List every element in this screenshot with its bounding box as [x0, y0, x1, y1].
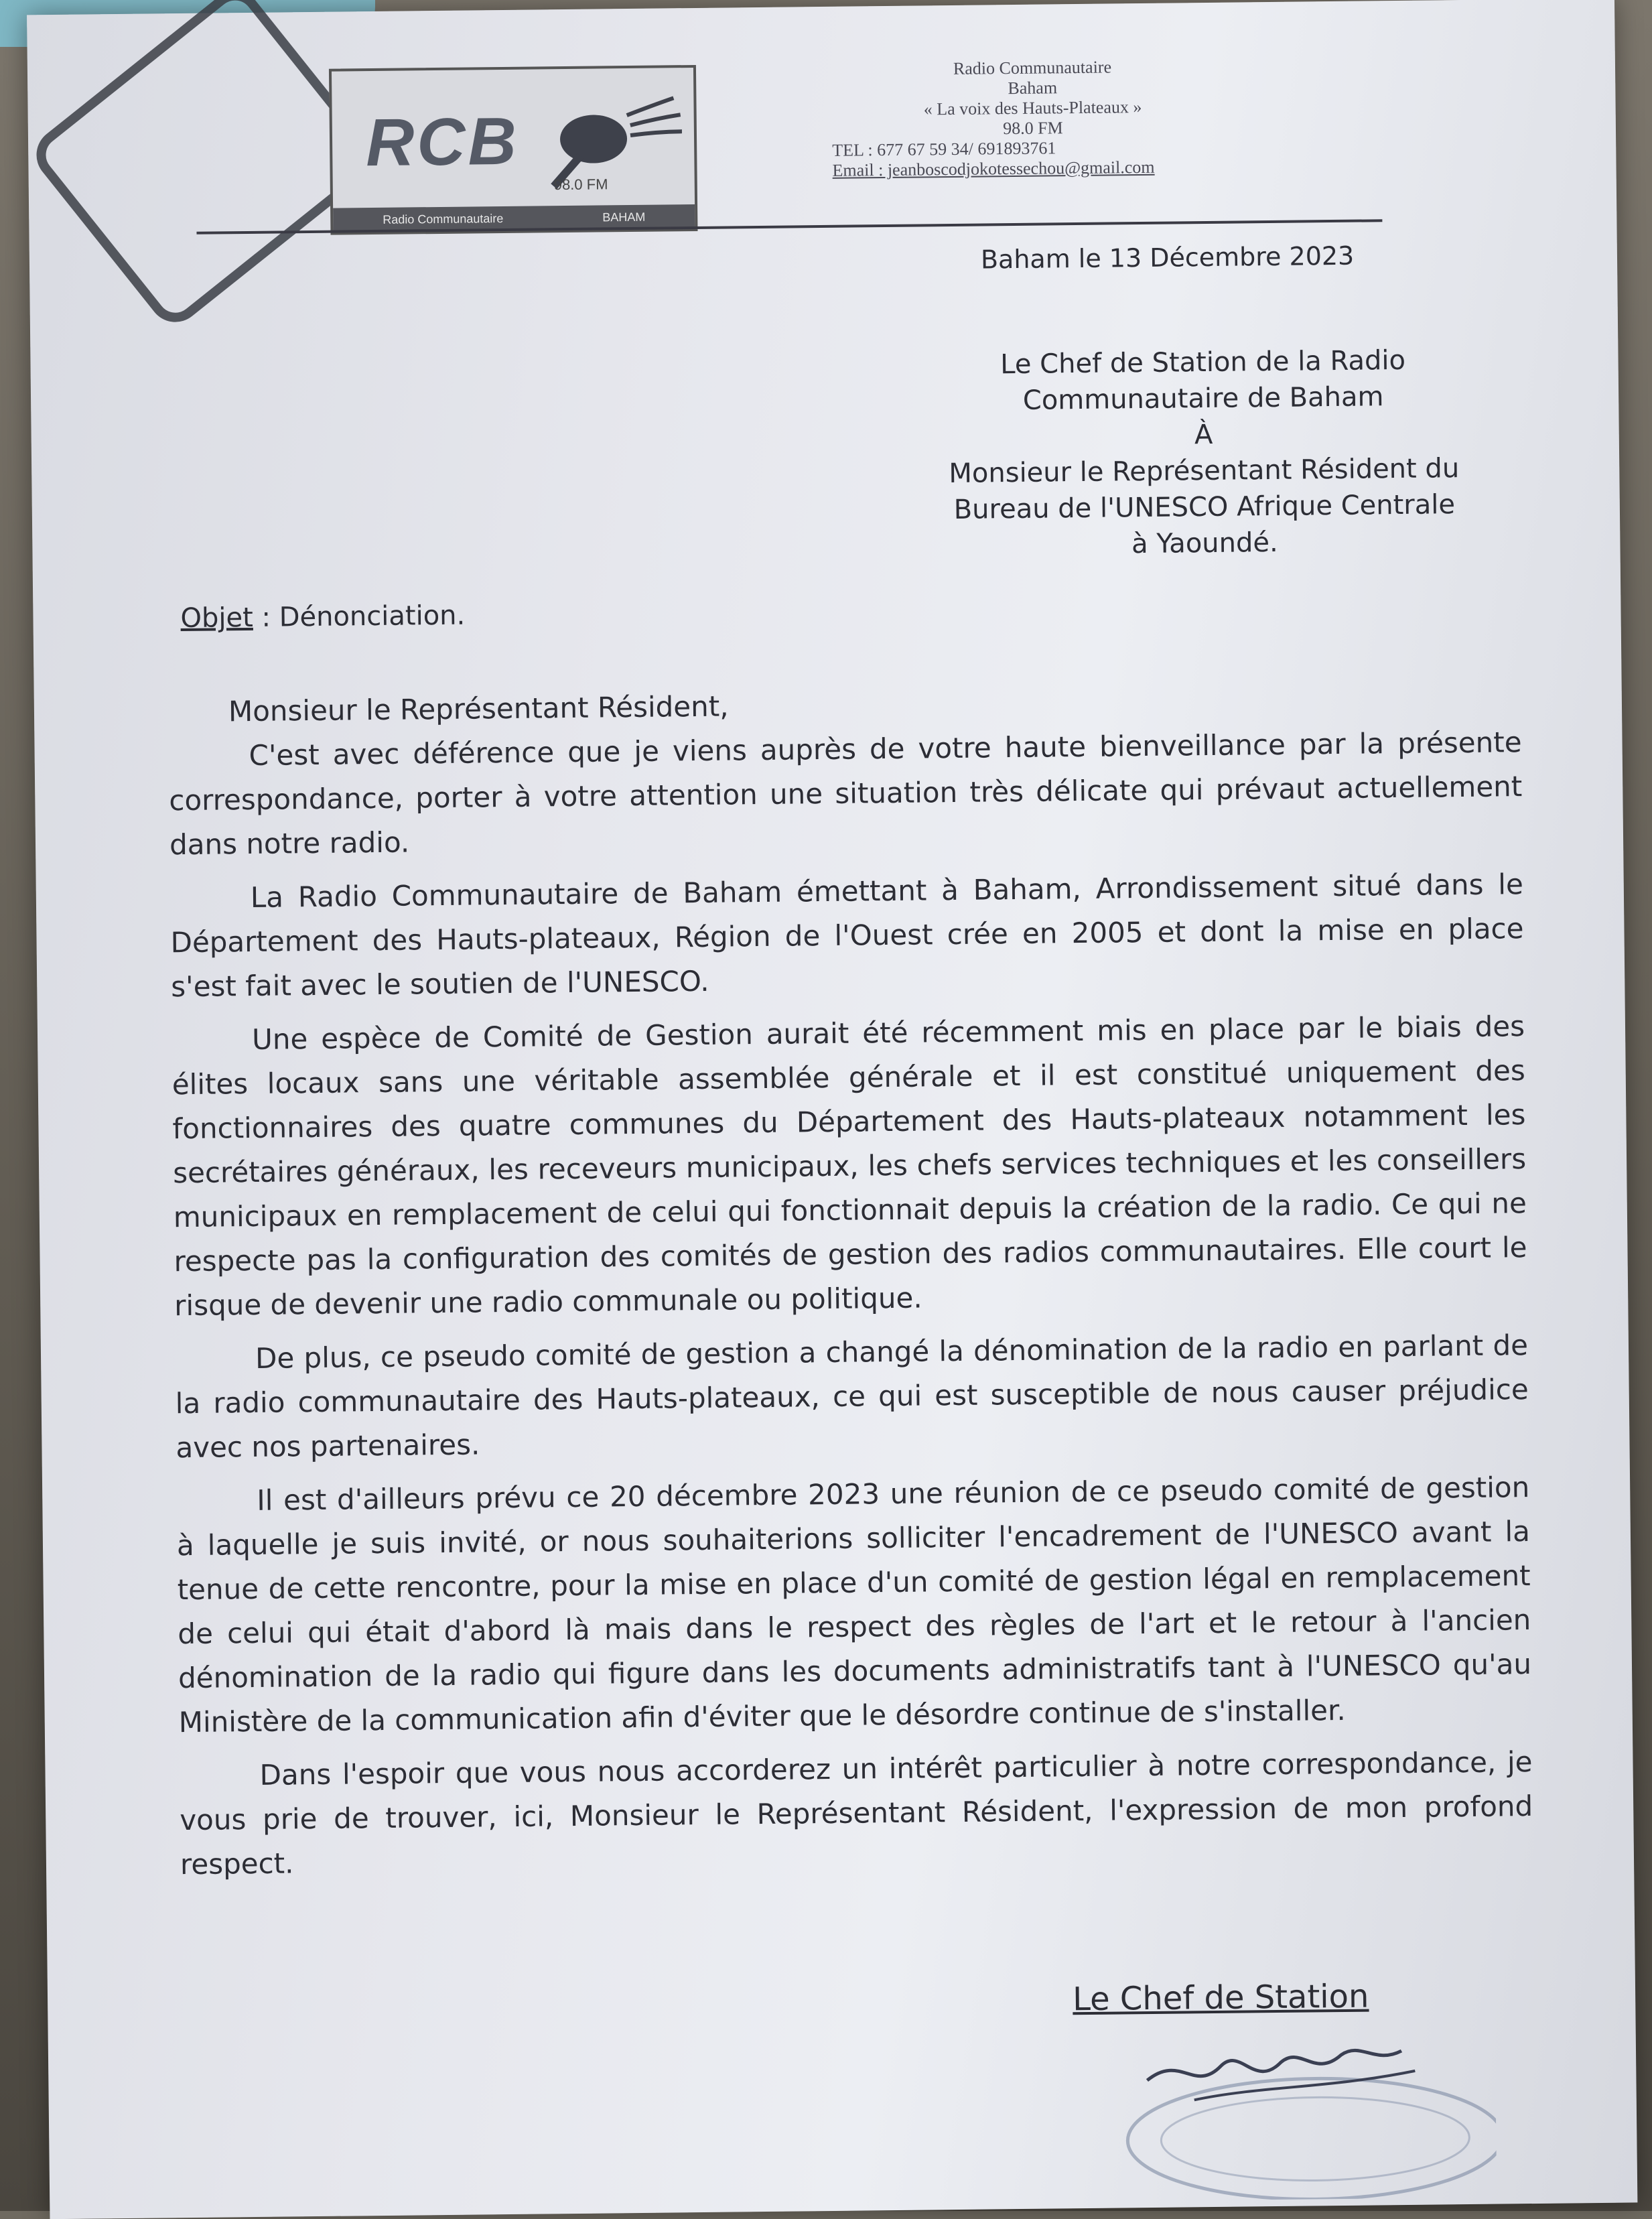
letter-page: [27, 0, 1637, 2219]
logo-text: RCB: [365, 103, 520, 181]
paragraph: Il est d'ailleurs prévu ce 20 décembre 2023 une réunion de ce pseudo comité de gestion à laquelle je suis invité, or nous souhaiterions solliciter l'encadrement de l'UNESCO avant la tenue de cette rencontre, pour la mise en place d'un comité de gestion légal en remplacement de celui qui était d'abord là mais dans le respect des règles de l'art et le retour à l'ancien dénomination de la radio qui figure dans les documents administratifs tant à l'UNESCO qu'au Ministère de la communication afin d'éviter que le désordre continue de s'installer.: [176, 1471, 1532, 1739]
station-slogan: « La voix des Hauts-Plateaux »: [923, 96, 1142, 119]
station-email: Email : jeanboscodjokotessechou@gmail.com: [832, 157, 1155, 180]
paragraph: C'est avec déférence que je viens auprès de votre haute bienveillance par la présente correspondance, porter à votre attention une situation très délicate qui prévaut actuellement dans notre radio.: [169, 726, 1523, 862]
logo-banner-left: Radio Communautaire: [383, 211, 504, 226]
microphone-icon: [512, 88, 688, 190]
salutation: Monsieur le Représentant Résident,: [228, 689, 729, 728]
recipient-line-2: Bureau de l'UNESCO Afrique Centrale: [953, 489, 1456, 525]
sender-line-2: Communautaire de Baham: [1022, 381, 1384, 416]
letter-text: [168, 676, 1534, 1896]
subject-label: Objet: [180, 602, 254, 634]
to-marker: À: [1194, 419, 1213, 451]
station-frequency: 98.0 FM: [1002, 118, 1063, 139]
signature-title: Le Chef de Station: [1072, 1977, 1369, 2019]
logo-frequency: 98.0 FM: [553, 176, 608, 194]
letter-date: Baham le 13 Décembre 2023: [980, 241, 1355, 275]
station-header: [838, 56, 1227, 141]
station-logo: [329, 65, 698, 235]
signature-stamp-icon: [1093, 2023, 1497, 2202]
subject-line: [180, 600, 465, 634]
recipient-line-1: Monsieur le Représentant Résident du: [949, 453, 1460, 490]
paragraph: De plus, ce pseudo comité de gestion a changé la dénomination de la radio en parlant de la radio communautaire des Hauts-plateaux, ce qui est susceptible de nous causer préjudice avec nos partenaires.: [175, 1329, 1529, 1465]
paragraph: Une espèce de Comité de Gestion aurait été récemment mis en place par le biais des élites locaux sans une véritable assemblée générale et il est constitué uniquement des fonctionnaires des quatre communes du Département des Hauts-plateaux notamment les secrétaires généraux, les receveurs municipaux, les chefs services techniques et les conseillers municipaux en remplacement de celui qui fonctionnait depuis la création de la radio. Ce qui ne respecte pas la configuration des comités de gestion des radios communautaires. Elle court le risque de devenir une radio communale ou politique.: [171, 1010, 1527, 1323]
address-block: [901, 341, 1506, 564]
station-name: Radio Communautaire: [953, 57, 1112, 78]
station-phone: TEL : 677 67 59 34/ 691893761: [832, 138, 1056, 160]
subject-value: : Dénonciation.: [253, 600, 466, 633]
sender-line-1: Le Chef de Station de la Radio: [1000, 344, 1406, 381]
station-contact: [832, 135, 1342, 181]
paragraph: Dans l'espoir que vous nous accorderez un intérêt particulier à notre correspondance, je vous prie de trouver, ici, Monsieur le Représentant Résident, l'expression de mon profond respect.: [180, 1745, 1533, 1881]
station-town: Baham: [1008, 78, 1058, 98]
paragraph: La Radio Communautaire de Baham émettant à Baham, Arrondissement situé dans le Département des Hauts-plateaux, Région de l'Ouest crée en 2005 et dont la mise en place s'est fait avec le soutien de l'UNESCO.: [170, 868, 1524, 1004]
logo-banner-right: BAHAM: [602, 210, 646, 224]
recipient-line-3: à Yaoundé.: [1131, 527, 1278, 560]
